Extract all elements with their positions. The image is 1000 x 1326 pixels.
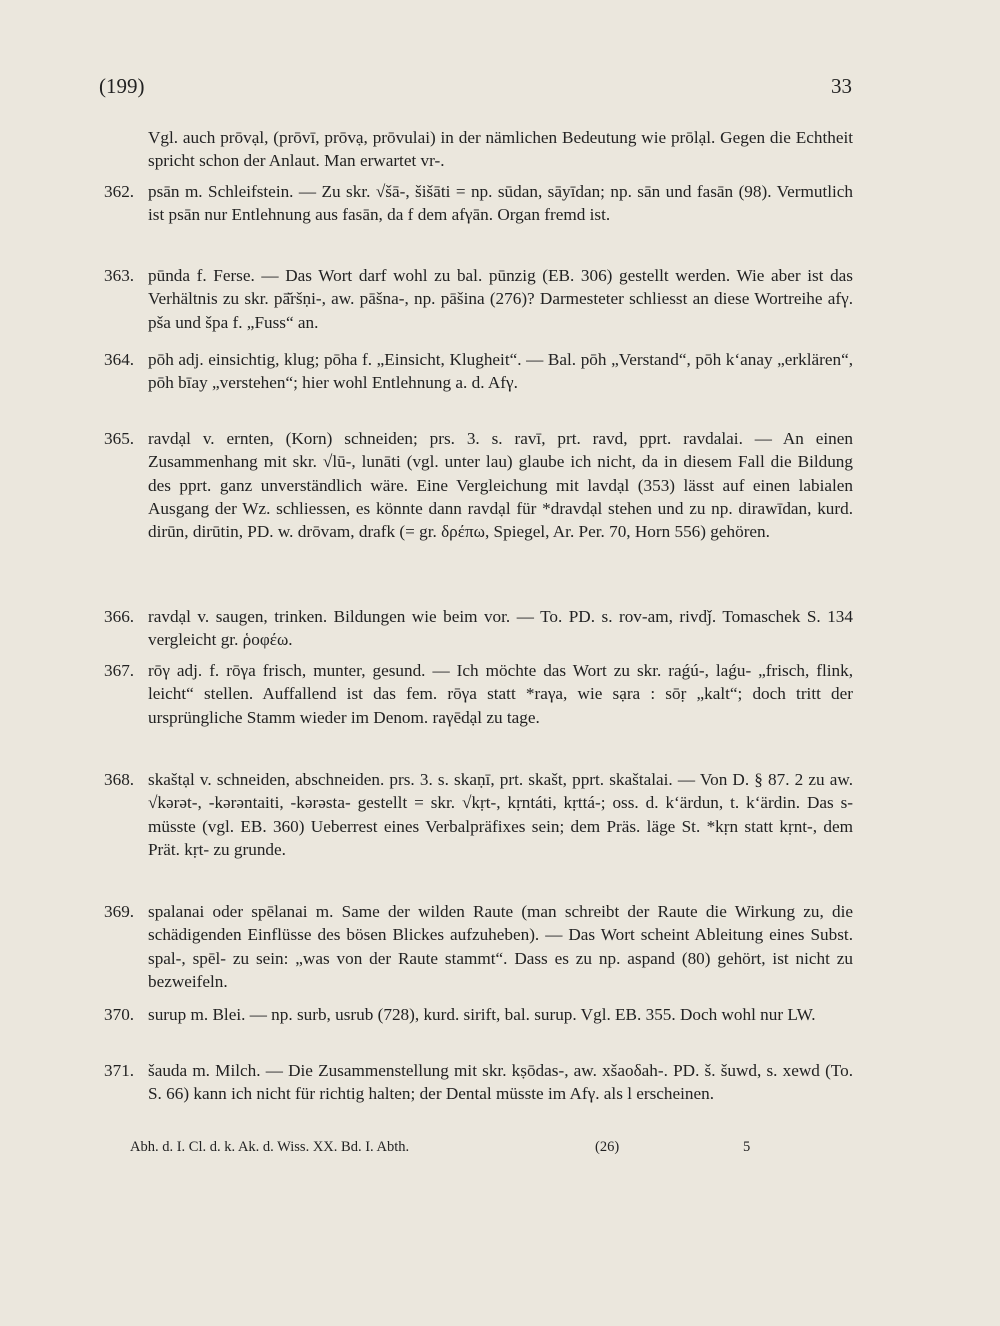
- entry-369: [104, 900, 853, 993]
- entry-number: 368.: [104, 770, 135, 789]
- entry-365: [104, 427, 853, 543]
- entry-367: [104, 659, 853, 729]
- entry-363: [104, 264, 853, 334]
- entry-371: [104, 1059, 853, 1106]
- entry-number: 364.: [104, 350, 135, 369]
- entry-text: psān m. Schleifstein. — Zu skr. √šā-, šišāti = np. sūdan, sāyīdan; np. sān und fasān (98). Vermutlich ist psān nur Entlehnung aus fasān, da f dem afγān. Organ fremd ist.: [148, 182, 853, 225]
- entry-text: ravdạl v. ernten, (Korn) schneiden; prs. 3. s. ravī, prt. ravd, pprt. ravdalai. — An einen Zusammenhang mit skr. √lū-, lunāti (vgl. unter lau) glaube ich nicht, da in diesem Fall die Bildung des pprt. ganz unverständlich wäre. Eine Vergleichung mit lavdạl (353) lässt auf einen labialen Ausgang der Wz. schliessen, es könnte dann ravdạl für *dravdạl stehen und zu np. dirawīdan, kurd. dirūn, dirūtin, PD. w. drōvam, drafk (= gr. δρέπω, Spiegel, Ar. Per. 70, Horn 556) gehören.: [148, 429, 853, 542]
- page-header-left: (199): [99, 74, 145, 98]
- footer-source: Abh. d. I. Cl. d. k. Ak. d. Wiss. XX. Bd. I. Abth.: [130, 1139, 410, 1155]
- entry-text: pūnda f. Ferse. — Das Wort darf wohl zu bal. pūnzig (EB. 306) gestellt werden. Wie aber ist das Verhältnis zu skr. pā̆ršṇi-, aw. pāšna-, np. pāšina (276)? Darmesteter schliesst an diese Wortreihe afγ. pša und špa f. „Fuss“ an.: [148, 266, 853, 332]
- entry-368: [104, 768, 853, 861]
- entry-366: [104, 605, 853, 652]
- entry-number: 371.: [104, 1061, 135, 1080]
- intro-paragraph: Vgl. auch prōvạl, (prōvī, prōvạ, prōvulai) in der nämlichen Bedeutung wie prōlạl. Gegen die Echtheit spricht schon der Anlaut. Man erwartet vr-.: [148, 128, 853, 171]
- entry-370: [104, 1003, 853, 1026]
- entry-number: 365.: [104, 429, 135, 448]
- entry-number: 367.: [104, 661, 135, 680]
- entry-text: šauda m. Milch. — Die Zusammenstellung mit skr. kṣōdas-, aw. xšaoδah-. PD. š. šuwd, s. xewd (To. S. 66) kann ich nicht für richtig halten; der Dental müsste im Afγ. als l erscheinen.: [148, 1061, 853, 1104]
- entry-number: 370.: [104, 1005, 135, 1024]
- entry-text: rōγ adj. f. rōγa frisch, munter, gesund. — Ich möchte das Wort zu skr. raǵú-, laǵu- „frisch, flink, leicht“ stellen. Auffallend ist das fem. rōγa statt *raγa, wie sạra : sōṛ „kalt“; doch tritt der ursprüngliche Stamm wieder im Denom. raγēdạl zu tage.: [148, 661, 853, 727]
- entry-362: [104, 180, 853, 227]
- page-number: 33: [831, 74, 852, 98]
- footer-page: 5: [743, 1139, 751, 1155]
- entry-number: 366.: [104, 607, 135, 626]
- entry-text: ravdạl v. saugen, trinken. Bildungen wie beim vor. — To. PD. s. rov-am, rivdǰ. Tomaschek S. 134 vergleicht gr. ῥοφέω.: [148, 607, 853, 650]
- footer-signature: (26): [595, 1139, 620, 1155]
- entry-number: 362.: [104, 182, 135, 201]
- entry-number: 369.: [104, 902, 135, 921]
- entry-number: 363.: [104, 266, 135, 285]
- entry-text: skaštạl v. schneiden, abschneiden. prs. 3. s. skaṇī, prt. skašt, pprt. skaštalai. — Von D. § 87. 2 zu aw. √kərət-, -kərəntaiti, -kərəsta- gestellt = skr. √kṛt-, kṛntáti, kṛttá-; oss. d. k‘ärdun, t. k‘ärdin. Das s- müsste (vgl. EB. 360) Ueberrest eines Verbalpräfixes sein; dem Präs. läge St. *kṛn statt kṛnt-, dem Prät. kṛt- zu grunde.: [148, 770, 853, 859]
- entry-text: surup m. Blei. — np. surb, usrub (728), kurd. sirift, bal. surup. Vgl. EB. 355. Doch wohl nur LW.: [148, 1005, 816, 1024]
- entry-364: [104, 348, 853, 395]
- entry-text: pōh adj. einsichtig, klug; pōha f. „Einsicht, Klugheit“. — Bal. pōh „Verstand“, pōh k‘anay „erklären“, pōh bīay „verstehen“; hier wohl Entlehnung a. d. Afγ.: [148, 350, 853, 393]
- entry-text: spalanai oder spēlanai m. Same der wilden Raute (man schreibt der Raute die Wirkung zu, die schädigenden Einflüsse des bösen Blickes aufzuheben). — Das Wort scheint Ableitung eines Subst. spal-, spēl- zu sein: „was von der Raute stammt“. Dass es zu np. aspand (80) gehört, ist nicht zu bezweifeln.: [148, 902, 853, 991]
